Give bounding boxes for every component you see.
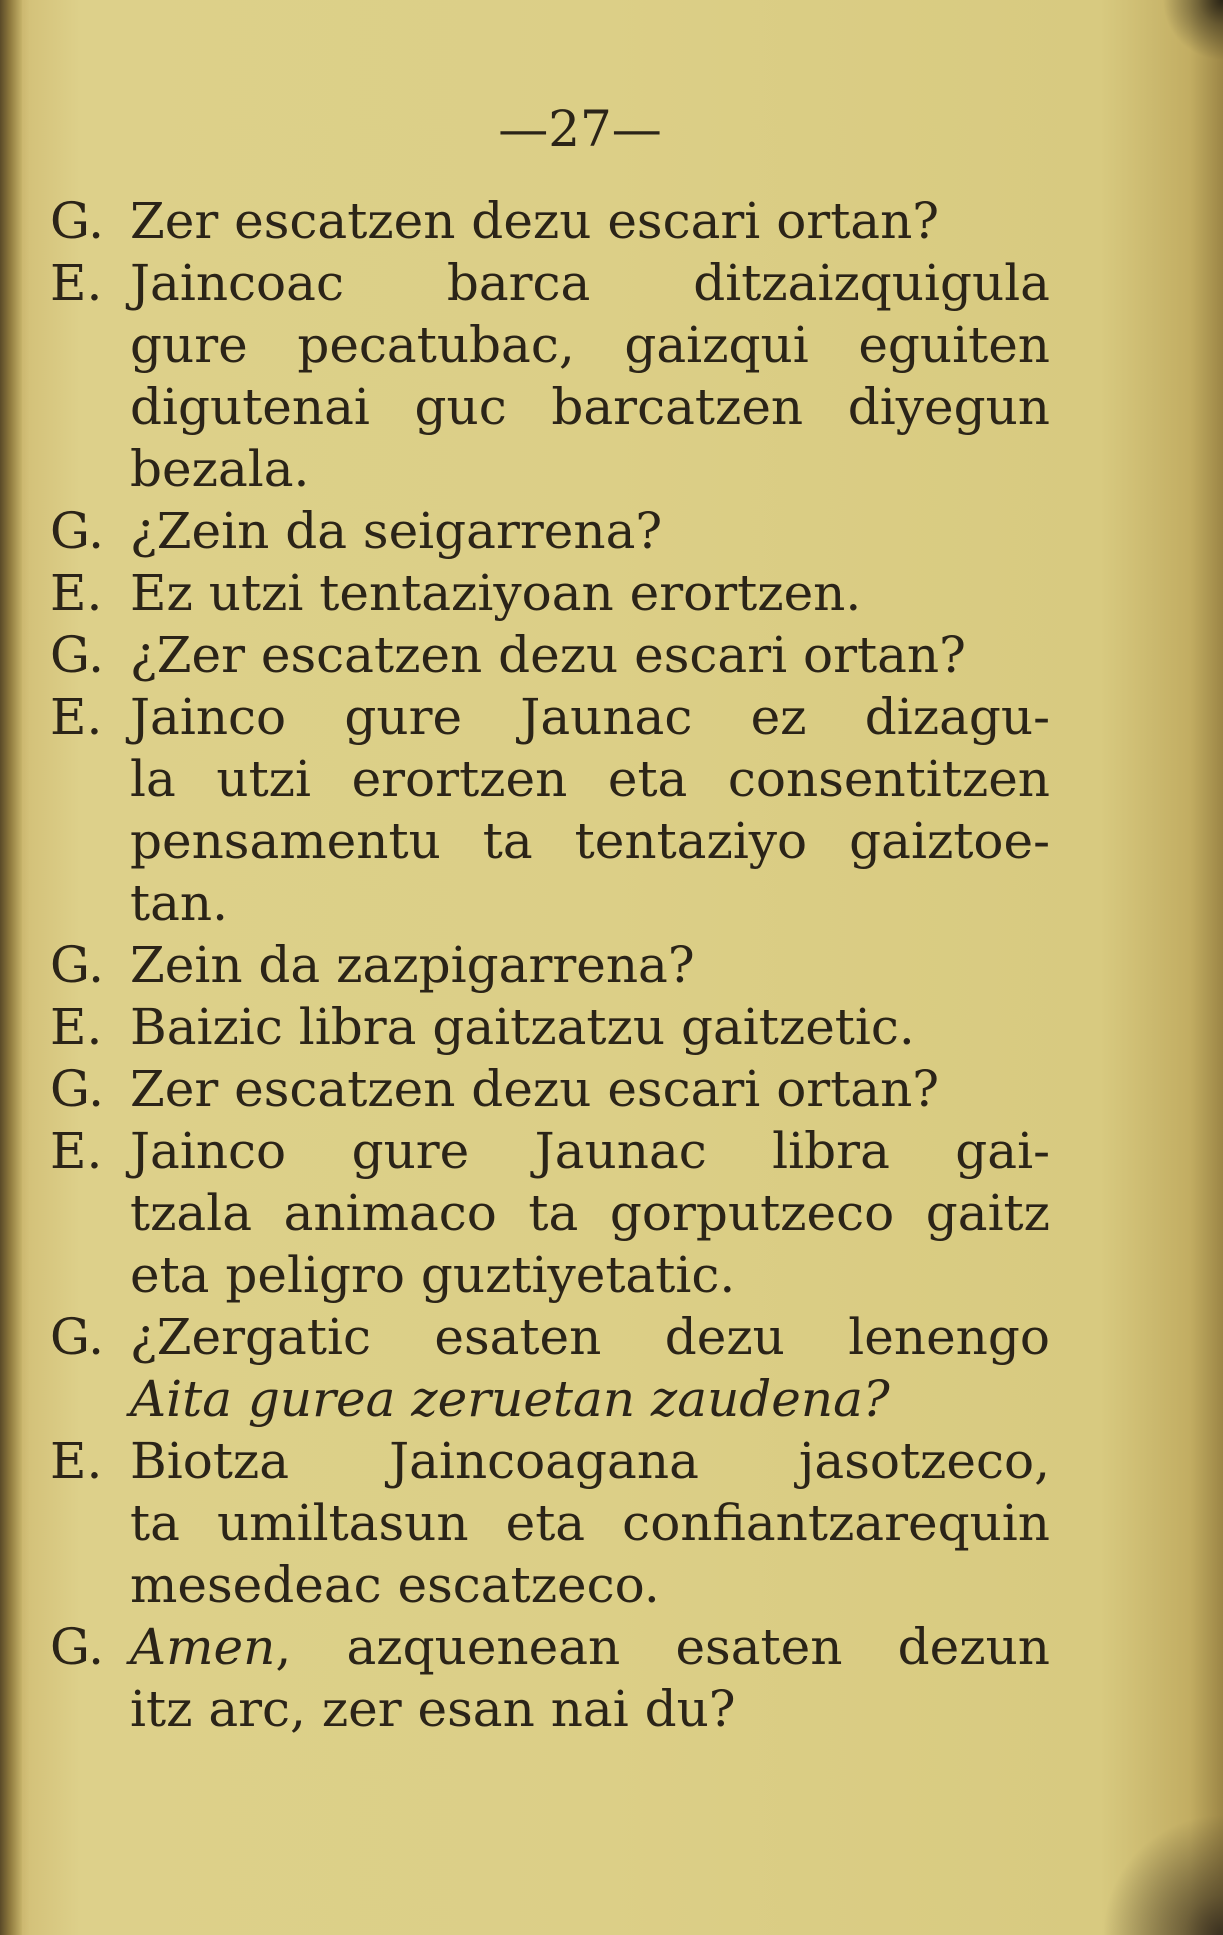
text-line: la utzi erortzen eta consentitzen [130,750,1050,808]
speaker-label: E. [50,688,103,746]
text-line: tan. [130,874,228,932]
text-line: Zer escatzen dezu escari ortan? [130,192,940,250]
text-line: Ez utzi tentaziyoan erortzen. [130,564,862,622]
text-line-rest: , azquenean esaten dezun [275,1618,1050,1676]
text-line: Jainco gure Jaunac libra gai- [130,1122,1050,1180]
page-corner-shadow-bottom [1083,1815,1223,1935]
entry-lines [130,500,1050,562]
speaker-label: G. [50,1308,105,1366]
entry-lines [130,1306,1050,1430]
text-line: eta peligro guztiyetatic. [130,1246,736,1304]
text-line: ¿Zein da seigarrena? [130,502,663,560]
dialogue-entry [50,996,1050,1058]
binding-edge [0,0,22,1935]
page-corner-shadow-top [1163,0,1223,60]
speaker-label: G. [50,502,105,560]
speaker-label: E. [50,564,103,622]
entry-lines [130,562,1050,624]
entry-lines [130,1430,1050,1616]
entry-lines [130,934,1050,996]
text-line: Zein da zazpigarrena? [130,936,695,994]
dialogue-entry [50,252,1050,500]
dialogue-entry [50,934,1050,996]
entry-lines [130,190,1050,252]
text-line: Jaincoac barca ditzaizquigula [130,254,1050,312]
speaker-label: G. [50,1618,105,1676]
text-line: mesedeac escatzeco. [130,1556,660,1614]
text-line: digutenai guc barcatzen diyegun [130,378,1050,436]
entry-lines [130,1058,1050,1120]
speaker-label: G. [50,1060,105,1118]
dialogue-entry [50,1616,1050,1740]
text-line: tzala animaco ta gorputzeco gaitz [130,1184,1050,1242]
dialogue-entry [50,500,1050,562]
speaker-label: E. [50,254,103,312]
text-line: Baizic libra gaitzatzu gaitzetic. [130,998,915,1056]
italic-word: Amen [130,1618,276,1676]
entry-lines [130,1616,1050,1740]
speaker-label: G. [50,626,105,684]
page-number: —27— [498,100,662,158]
entry-lines [130,996,1050,1058]
speaker-label: E. [50,1432,103,1490]
entry-lines [130,624,1050,686]
text-line: itz arc, zer esan nai du? [130,1680,736,1738]
speaker-label: G. [50,192,105,250]
dialogue-entry [50,1306,1050,1430]
entry-lines [130,252,1050,500]
dialogue-entry [50,1058,1050,1120]
text-line: ¿Zergatic esaten dezu lenengo [130,1308,1050,1366]
text-line: gure pecatubac, gaizqui eguiten [130,316,1050,374]
dialogue-entry [50,190,1050,252]
text-line: pensamentu ta tentaziyo gaiztoe- [130,812,1050,870]
entry-lines [130,686,1050,934]
speaker-label: G. [50,936,105,994]
text-line: Zer escatzen dezu escari ortan? [130,1060,940,1118]
speaker-label: E. [50,998,103,1056]
text-line-italic: Aita gurea zeruetan zaudena? [130,1370,890,1428]
dialogue-entry [50,1120,1050,1306]
speaker-label: E. [50,1122,103,1180]
text-line: Biotza Jaincoagana jasotzeco, [130,1432,1050,1490]
catechism-text [50,190,1050,1740]
entry-lines [130,1120,1050,1306]
text-line: ¿Zer escatzen dezu escari ortan? [130,626,966,684]
text-line: bezala. [130,440,310,498]
dialogue-entry [50,562,1050,624]
text-line-amen [130,1616,1050,1678]
text-line: ta umiltasun eta confiantzarequin [130,1494,1050,1552]
dialogue-entry [50,686,1050,934]
dialogue-entry [50,1430,1050,1616]
text-line: Jainco gure Jaunac ez dizagu- [130,688,1050,746]
dialogue-entry [50,624,1050,686]
